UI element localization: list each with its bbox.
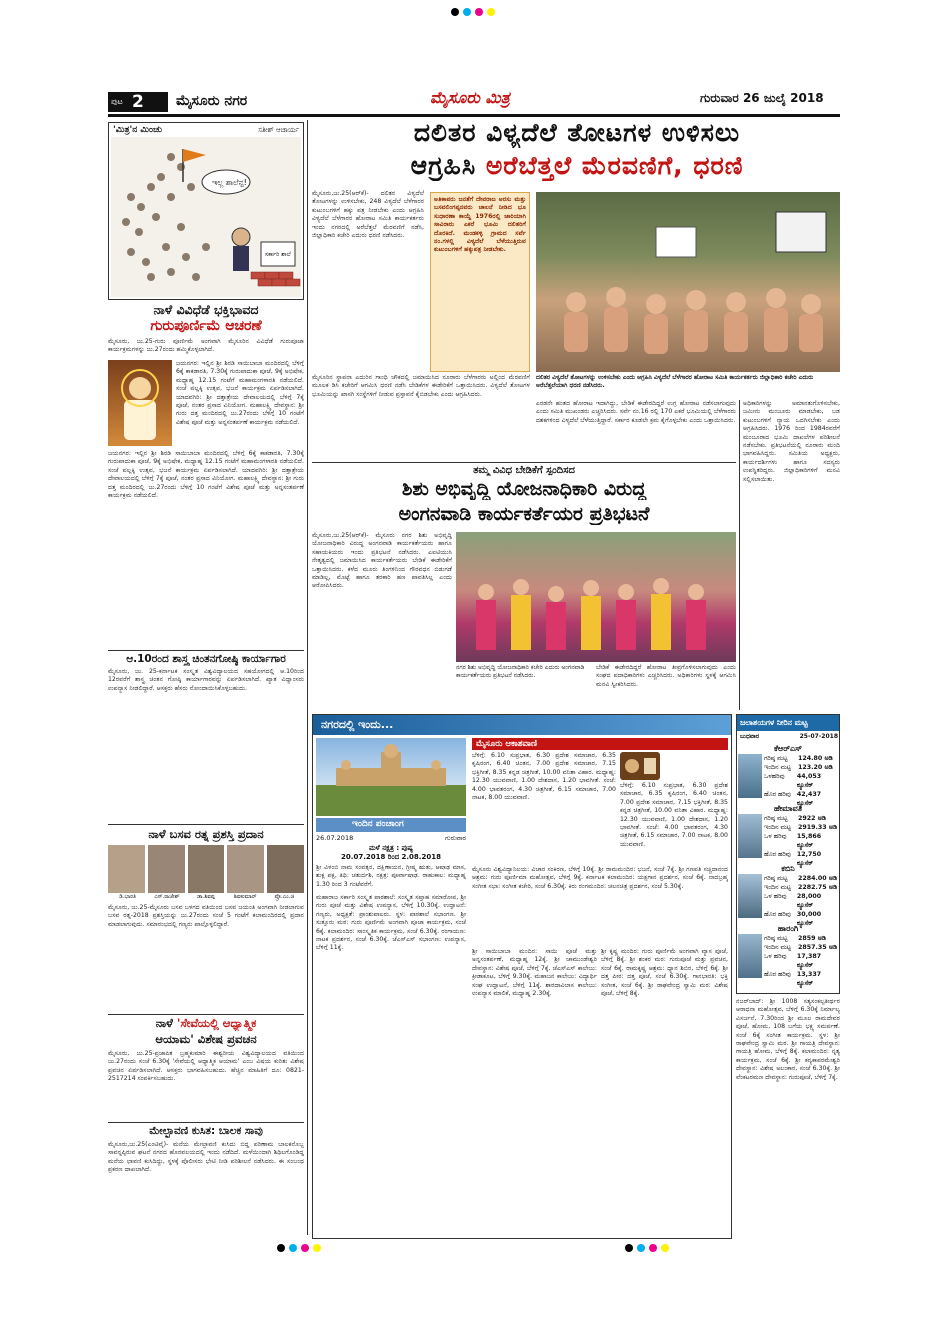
cartoon-drawing <box>111 137 301 297</box>
dam-row-label: ಒಳಹರಿವು <box>764 773 785 780</box>
lead-headline-2b: ಅರೆಬೆತ್ತಲೆ ಮೆರವಣಿಗೆ, ಧರಣಿ <box>485 151 744 180</box>
lead-body-2: ಮೈಸೂರಿನ ಸ್ಥಾಪನಾ ಎದುರಿನ ಗಾಂಧಿ ಚೌಕದಲ್ಲಿ ಜಮಾಯಿಸಿದ ನೂರಾರು ಬೆಳೆಗಾರರು ಅಲ್ಲಿಂದ ಮೆರವಣಿಗೆ ಮೂಲಕ ಡಿಸಿ ಕಚೇರಿಗೆ ಆಗಮಿಸಿ ಧರಣಿ ನಡೆಸಿ ಬೇಡಿಕೆಗಳ ಈಡೇರಿಕೆಗೆ ಒತ್ತಾಯಿಸಿದರು. ವಿಳ್ಯದೆಲೆ ತೋಟಗಳ ಭೂಮಿಯನ್ನು ಖಾಸಗಿ ಸಂಸ್ಥೆಗಳಿಗೆ ನೀಡುವ ಪ್ರಸ್ತಾವನೆ ಕೈಬಿಡಬೇಕು ಎಂದು ಆಗ್ರಹಿಸಿದರು. <box>312 374 530 398</box>
reservoir-date-row <box>740 733 838 741</box>
divider <box>312 462 736 463</box>
anganwadi-headline-1: ಶಿಶು ಅಭಿವೃದ್ಧಿ ಯೋಜನಾಧಿಕಾರಿ ವಿರುದ್ಧ <box>401 478 647 500</box>
dam-row-value: 2919.33 ಅಡಿ <box>798 824 837 831</box>
cartoon-board: ಸರ್ಕಾರಿ ಶಾಲೆ <box>265 251 291 258</box>
dam-row <box>764 772 838 790</box>
anganwadi-photo-caption: ನಗರ ಶಿಶು ಅಭಿವೃದ್ಧಿ ಯೋಜನಾಧಿಕಾರಿ ಕಚೇರಿ ಎದುರು ಅಂಗನವಾಡಿ ಕಾರ್ಯಕರ್ತೆಯರು ಪ್ರತಿಭಟನೆ ನಡೆಸಿದರು. <box>456 664 585 679</box>
anganwadi-headline-2: ಅಂಗನವಾಡಿ ಕಾರ್ಯಕರ್ತೆಯರ ಪ್ರತಿಭಟನೆ <box>398 503 650 525</box>
dam-row-value: 15,866 ಕ್ಯೂಸೆಕ್ <box>796 833 822 849</box>
guru-headline-2: ಗುರುಪೂರ್ಣಿಮೆ ಆಚರಣೆ <box>150 318 262 334</box>
lead-photo-caption: ದಲಿತರ ವಿಳ್ಯದೆಲೆ ತೋಟಗಳನ್ನು ಉಳಿಸಬೇಕು ಎಂದು ಆಗ್ರಹಿಸಿ ವಿಳ್ಯದೆಲೆ ಬೆಳೆಗಾರರ ಹೋರಾಟ ಸಮಿತಿ ಕಾರ್ಯಕರ್ತರು ಜಿಲ್ಲಾಧಿಕಾರಿ ಕಚೇರಿ ಎದುರು ಅರೆಬೆತ್ತಲೆಯಾಗಿ ಧರಣಿ ನಡೆಸಿದರು. <box>536 374 814 389</box>
reservoir-date: 25-07-2018 <box>799 733 838 740</box>
dam-harangi <box>738 924 838 988</box>
dam-photo <box>738 874 762 918</box>
divider <box>108 1122 304 1123</box>
reservoir-title-bar <box>737 715 839 731</box>
seva-body: ಮೈಸೂರು, ಜು.25-ಪ್ರಜಾಪಿತ ಬ್ರಹ್ಮಕುಮಾರಿ ಈಶ್ವರೀಯ ವಿಶ್ವವಿದ್ಯಾಲಯದ ವತಿಯಿಂದ ಜು.27ರಂದು ಸಂಜೆ 6.30ಕ್ಕೆ 'ಸೇವೆಯಲ್ಲಿ ಆಧ್ಯಾತ್ಮಿಕ ಆಯಾಮ' ಎಂಬ ವಿಷಯ ಕುರಿತು ವಿಶೇಷ ಪ್ರವಚನ ಏರ್ಪಡಿಸಲಾಗಿದೆ. ಆಸಕ್ತರು ಭಾಗವಹಿಸಬಹುದು. ಹೆಚ್ಚಿನ ಮಾಹಿತಿಗೆ ದೂ: 0821-2517214 ಸಂಪರ್ಕಿಸಬಹುದು. <box>108 1050 304 1083</box>
dam-row-label: ಹೊರ ಹರಿವು <box>764 851 791 858</box>
dam-row <box>764 874 838 883</box>
award-photo <box>108 845 145 893</box>
dam-row <box>764 814 838 823</box>
dam-hemavathi <box>738 804 838 868</box>
seva-headline-1b: 'ಸೇವೆಯಲ್ಲಿ ಆಧ್ಯಾತ್ಮಿಕ <box>176 1016 257 1030</box>
dam-row-label: ಇಂದಿನ ಮಟ್ಟ <box>764 884 792 891</box>
nakshatra: ಮಳೆ ನಕ್ಷತ್ರ : ಪುಷ್ಯ <box>369 844 413 852</box>
dam-row <box>764 892 838 910</box>
roof-headline: ಮೇಲ್ಛಾವಣಿ ಕುಸಿತ: ಬಾಲಕ ಸಾವು <box>149 1125 263 1137</box>
dam-row-label: ಒಳ ಹರಿವು <box>764 833 787 840</box>
dam-row <box>764 883 838 892</box>
reservoir-tag: ಬುಧವಾರ <box>740 733 759 740</box>
bottom-registration-marks <box>0 1244 945 1252</box>
dam-row-label: ಹೊರ ಹರಿವು <box>764 791 791 798</box>
divider <box>108 824 304 825</box>
lead-dateline: ಮೈಸೂರು,ಜು.25(ಆರ್‌ಕೆ)- ದಲಿತರ ವಿಳ್ಯದೆಲೆ ತೋಟಗಳನ್ನು ಉಳಿಸಬೇಕು, 248 ವಿಳ್ಯದೆಲೆ ಬೆಳೆಗಾರರ ಕುಟುಂಬಗಳಿಗೆ ಹಕ್ಕು ಪತ್ರ ನೀಡಬೇಕು ಎಂದು ಆಗ್ರಹಿಸಿ ವಿಳ್ಯದೆಲೆ ಬೆಳೆಗಾರರ ಹೋರಾಟ ಸಮಿತಿ ಕಾರ್ಯಕರ್ತರು ಇಂದು ನಗರದಲ್ಲಿ ಅರೆಬೆತ್ತಲೆ ಮೆರವಣಿಗೆ ನಡೆಸಿ, ಜಿಲ್ಲಾಧಿಕಾರಿ ಕಚೇರಿ ಎದುರು ಧರಣಿ ನಡೆಸಿದರು. <box>312 190 424 240</box>
award-body: ಮೈಸೂರು, ಜು.25-ಮೈಸೂರು ಬಸವ ಬಳಗದ ವತಿಯಿಂದ ಬಸವ ಜಯಂತಿ ಅಂಗವಾಗಿ ನೀಡಲಾಗುವ ಬಸವ ರತ್ನ-2018 ಪ್ರಶಸ್ತಿಯನ್ನು ಜು.27ರಂದು ಸಂಜೆ 5 ಗಂಟೆಗೆ ಕಲಾಮಂದಿರದಲ್ಲಿ ಪ್ರದಾನ ಮಾಡಲಾಗುವುದು. ಸಮಾರಂಭದಲ್ಲಿ ಗಣ್ಯರು ಪಾಲ್ಗೊಳ್ಳಲಿದ್ದಾರೆ. <box>108 904 304 928</box>
column-divider <box>739 400 740 710</box>
guru-headline-1: ನಾಳೆ ವಿವಿಧೆಡೆ ಭಕ್ತಿಭಾವದ <box>153 302 259 317</box>
dam-row-value: 13,337 ಕ್ಯೂಸೆಕ್ <box>796 971 822 987</box>
today-events-3: ಶ್ರೀ ಸಾಯಿಬಾಬಾ ಮಂದಿರ: ಸಾಯಿ ಪೂಜೆ ಮತ್ತು ಅನ್ನಸಂತರ್ಪಣೆ, ಮಧ್ಯಾಹ್ನ 12ಕ್ಕೆ. ಶ್ರೀ ಚಾಮುಂಡೇಶ್ವರಿ ದೇವಸ್ಥಾನ: ವಿಶೇಷ ಪೂಜೆ, ಬೆಳಿಗ್ಗೆ 7ಕ್ಕೆ. ಜೆಎಸ್‌ಎಸ್ ಕಾಲೇಜು: ಕ್ರೀಡಾಕೂಟ, ಬೆಳಿಗ್ಗೆ 9.30ಕ್ಕೆ. ಮಹಾಜನ ಕಾಲೇಜು: ವಿದ್ಯಾರ್ಥಿ ಸಂಘ ಉದ್ಘಾಟನೆ, ಬೆಳಿಗ್ಗೆ 11ಕ್ಕೆ. ಶಾರದಾವಿಲಾಸ ಕಾಲೇಜು: ಉಪನ್ಯಾಸ ಮಾಲಿಕೆ, ಮಧ್ಯಾಹ್ನ 2.30ಕ್ಕೆ. <box>472 948 597 998</box>
dam-name: ಹಾರಂಗಿ <box>777 924 799 933</box>
akashvani-body: ಬೆಳಿಗ್ಗೆ: 6.10 ಸುಪ್ರಭಾತ, 6.30 ಪ್ರದೇಶ ಸಮಾಚಾರ, 6.35 ಕೃಷಿರಂಗ, 6.40 ಚಿಂತನ, 7.00 ಪ್ರದೇಶ ಸಮಾಚಾರ, 7.15 ಭಕ್ತಿಗೀತೆ, 8.35 ಕನ್ನಡ ಚಿತ್ರಗೀತೆ, 10.00 ವನಿತಾ ವಿಹಾರ. ಮಧ್ಯಾಹ್ನ: 12.30 ಯುವವಾಣಿ, 1.00 ದೇಶದಾಸ, 1.20 ಭಾವಗೀತೆ. ಸಂಜೆ: 4.00 ಭಾವತರಂಗ, 4.30 ಚಿತ್ರಗೀತೆ, 6.15 ಸಮಾಚಾರ, 7.00 ನಾಟಕ, 8.00 ಯುವವಾಣಿ. <box>472 752 616 802</box>
dam-row-label: ಗರಿಷ್ಠ ಮಟ್ಟ <box>764 875 788 882</box>
award-name: ಡಿ.ಭಾರತಿ <box>119 894 136 900</box>
dam-row-label: ಹೊರ ಹರಿವು <box>764 911 791 918</box>
cartoon-artist: ಸತೀಶ್ ಆಚಾರ್ಯ <box>258 126 299 134</box>
cartoon-bubble: ಇಲ್ಲ ಶಾಲೆನ್ಪ! <box>212 178 247 187</box>
dam-row <box>764 754 838 763</box>
dam-row-value: 17,387 ಕ್ಯೂಸೆಕ್ <box>796 953 822 969</box>
today-title: ನಗರದಲ್ಲಿ ಇಂದು... <box>321 718 394 731</box>
panchanga-body: ಶ್ರೀ ವಿಳಂಬಿ ನಾಮ ಸಂವತ್ಸರ, ದಕ್ಷಿಣಾಯನ, ಗ್ರೀಷ್ಮ ಋತು, ಆಷಾಢ ಮಾಸ, ಶುಕ್ಲ ಪಕ್ಷ, ತಿಥಿ: ಚತುರ್ದಶಿ, ನಕ್ಷತ್ರ: ಪೂರ್ವಾಷಾಢ. ರಾಹುಕಾಲ: ಮಧ್ಯಾಹ್ನ 1.30 ರಿಂದ 3 ಗಂಟೆವರೆಗೆ. <box>316 864 466 888</box>
award-name: ಡಾ.ಶಿವಪ್ಪ <box>197 894 215 900</box>
award-name: ಪ್ರೊ.ಎಂ.ಜಿ <box>274 894 295 900</box>
dam-row-value: 2282.75 ಅಡಿ <box>798 884 837 891</box>
lead-headline-2 <box>312 151 842 181</box>
dam-row <box>764 952 838 970</box>
reservoir-title: ಜಲಾಶಯಗಳ ನೀರಿನ ಮಟ್ಟ <box>740 718 808 727</box>
roof-body: ಮೈಸೂರು,ಜು.25(ಎಂಟಿವೈ)- ಮನೆಯ ಮೇಲ್ಛಾವಣಿ ಕುಸಿದು ಬಿದ್ದ ಪರಿಣಾಮ ಬಾಲಕನೊಬ್ಬ ಸಾವನ್ನಪ್ಪಿರುವ ಘಟನೆ ನಗರದ ಹೊರವಲಯದಲ್ಲಿ ಇಂದು ನಡೆದಿದೆ. ಮಳೆಯಿಂದಾಗಿ ಶಿಥಿಲಗೊಂಡಿದ್ದ ಮನೆಯ ಛಾವಣಿ ಕುಸಿದಿದ್ದು, ಸ್ಥಳಕ್ಕೆ ಪೊಲೀಸರು ಭೇಟಿ ನೀಡಿ ಪರಿಶೀಲನೆ ನಡೆಸಿದರು. ಈ ಸಂಬಂಧ ಪ್ರಕರಣ ದಾಖಲಾಗಿದೆ. <box>108 1141 304 1174</box>
guru-intro: ಮೈಸೂರು, ಜು.25-ಗುರು ಪೂರ್ಣಿಮೆ ಅಂಗವಾಗಿ ಮೈಸೂರಿನ ವಿವಿಧೆಡೆ ಗುರುಪೂಜಾ ಕಾರ್ಯಕ್ರಮಗಳನ್ನು ಜು.27ರಂದು ಹಮ್ಮಿಕೊಳ್ಳಲಾಗಿದೆ. <box>108 338 304 354</box>
lead-highlight: ಅತಿಕಾಪರು ಜನತೆಗೆ ದೇವರಾಜ ಅರಸು ಮತ್ತು ಬಸವಲಿಂಗಪ್ಪನವರು ಚಾಲನೆ ನೀಡಿದ ಭೂ ಸುಧಾರಣಾ ಕಾಯ್ದೆ 1976ರಲ್ಲಿ ಜಾರಿಯಾಗಿ ಸಾವಿರಾರು ಎಕರೆ ಭೂಮಿ ದಲಿತರಿಗೆ ದೊರಕಿದೆ. ಮಂಡಕಳ್ಳಿ ಗ್ರಾಮದ ಸರ್ವೆ ನಂ.ಗಳಲ್ಲಿ ವಿಳ್ಯದೆಲೆ ಬೆಳೆಯುತ್ತಿರುವ ಕುಟುಂಬಗಳಿಗೆ ಹಕ್ಕುಪತ್ರ ನೀಡಬೇಕು. <box>434 196 526 254</box>
right-col-body: ಅಧಿಕಾರಿಗಳನ್ನು ಅಮಾನತುಗೊಳಿಸಬೇಕು, ಜಮೀನು ಮಂಜೂರು ಮಾಡಬೇಕು, ಬಡ ಕುಟುಂಬಗಳಿಗೆ ನ್ಯಾಯ ಒದಗಿಸಬೇಕು ಎಂದು ಆಗ್ರಹಿಸಿದರು. 1976 ರಿಂದ 1984ರವರೆಗೆ ಮಂಜೂರಾದ ಭೂಮಿ ದಾಖಲೆಗಳ ಪರಿಶೀಲನೆ ನಡೆಸಬೇಕು. ಪ್ರತಿಭಟನೆಯಲ್ಲಿ ನೂರಾರು ಮಂದಿ ಭಾಗವಹಿಸಿದ್ದರು. ಸಮಿತಿಯ ಅಧ್ಯಕ್ಷರು, ಕಾರ್ಯದರ್ಶಿಗಳು ಹಾಗೂ ಸದಸ್ಯರು ಉಪಸ್ಥಿತರಿದ್ದರು. ಜಿಲ್ಲಾಧಿಕಾರಿಗಳಿಗೆ ಮನವಿ ಸಲ್ಲಿಸಲಾಯಿತು. <box>743 400 840 483</box>
lead-photo <box>536 192 840 372</box>
page-label: ಪುಟ <box>111 97 123 106</box>
dam-row-label: ಒಳ ಹರಿವು <box>764 953 787 960</box>
award-photo <box>148 845 185 893</box>
page-number-box <box>108 92 168 112</box>
dam-row-value: 2857.35 ಅಡಿ <box>798 944 837 951</box>
dam-row <box>764 934 838 943</box>
today-events-2: ಮೈಸೂರು ವಿಶ್ವವಿದ್ಯಾನಿಲಯ: ವಿಚಾರ ಸಂಕಿರಣ, ಬೆಳಿಗ್ಗೆ 10ಕ್ಕೆ. ಶ್ರೀ ರಾಮಮಂದಿರ: ಭಜನೆ, ಸಂಜೆ 7ಕ್ಕೆ. ಶ್ರೀ ಗಣಪತಿ ಸಚ್ಚಿದಾನಂದ ಆಶ್ರಮ: ಗುರು ಪೂರ್ಣಿಮಾ ಮಹೋತ್ಸವ, ಬೆಳಿಗ್ಗೆ 9ಕ್ಕೆ. ಕರ್ನಾಟಕ ಕಲಾಮಂದಿರ: ಯಕ್ಷಗಾನ ಪ್ರದರ್ಶನ, ಸಂಜೆ 6ಕ್ಕೆ. ನಾದಬ್ರಹ್ಮ ಸಂಗೀತ ಸಭಾ: ಸಂಗೀತ ಕಚೇರಿ, ಸಂಜೆ 6.30ಕ್ಕೆ. ಕಿರು ರಂಗಮಂದಿರ: ಚಲನಚಿತ್ರ ಪ್ರದರ್ಶನ, ಸಂಜೆ 5.30ಕ್ಕೆ. <box>472 866 728 890</box>
dam-row-value: 123.20 ಅಡಿ <box>798 764 833 771</box>
award-names <box>108 894 304 901</box>
dam-row <box>764 823 838 832</box>
divider <box>108 1014 304 1015</box>
guru-body-right: ಜಯನಗರ: ಇಲ್ಲಿನ ಶ್ರೀ ಶಿರಡಿ ಸಾಯಿಬಾಬಾ ಮಂದಿರದಲ್ಲಿ ಬೆಳಿಗ್ಗೆ 6ಕ್ಕೆ ಕಾಕಡಾರತಿ, 7.30ಕ್ಕೆ ಗುರುಪಾದುಕಾ ಪೂಜೆ, 9ಕ್ಕೆ ಅಭಿಷೇಕ, ಮಧ್ಯಾಹ್ನ 12.15 ಗಂಟೆಗೆ ಮಹಾಮಂಗಳಾರತಿ ನಡೆಯಲಿದೆ. ಸಂಜೆ ಪಲ್ಲಕ್ಕಿ ಉತ್ಸವ, ಭಜನೆ ಕಾರ್ಯಕ್ರಮ ಏರ್ಪಡಿಸಲಾಗಿದೆ. ಯಾದವಗಿರಿ: ಶ್ರೀ ದತ್ತಾತ್ರೇಯ ದೇವಾಲಯದಲ್ಲಿ ಬೆಳಿಗ್ಗೆ 7ಕ್ಕೆ ಪೂಜೆ, ನಂತರ ಪ್ರಸಾದ ವಿನಿಯೋಗ. ಮಹಾಲಕ್ಷ್ಮಿ ದೇವಸ್ಥಾನ: ಶ್ರೀ ಗುರು ದತ್ತ ಮಂದಿರದಲ್ಲಿ ಜು.27ರಂದು ಬೆಳಿಗ್ಗೆ 10 ಗಂಟೆಗೆ ವಿಶೇಷ ಪೂಜೆ ಮತ್ತು ಅನ್ನಸಂತರ್ಪಣೆ ಕಾರ್ಯಕ್ರಮ ನಡೆಯಲಿದೆ. <box>176 360 304 426</box>
radio-icon <box>620 752 660 780</box>
panchanga-title: ಇಂದಿನ ಪಂಚಾಂಗ <box>352 819 404 829</box>
page-number: 2 <box>132 92 144 112</box>
header-date: ಗುರುವಾರ 26 ಜುಲೈ 2018 <box>700 91 824 105</box>
dam-row-value: 2284.00 ಅಡಿ <box>798 875 837 882</box>
lead-body-3: ಎರಡನೇ ಹಂತದ ಹೋರಾಟ ಇದಾಗಿದ್ದು, ಬೇಡಿಕೆ ಈಡೇರದಿದ್ದರೆ ಉಗ್ರ ಹೋರಾಟ ನಡೆಸಲಾಗುವುದು ಎಂದು ಸಮಿತಿ ಮುಖಂಡರು ಎಚ್ಚರಿಸಿದರು. ಸರ್ವೆ ನಂ.16 ರಲ್ಲಿ 170 ಎಕರೆ ಭೂಮಿಯಲ್ಲಿ ಬೆಳೆಗಾರರು ದಶಕಗಳಿಂದ ವಿಳ್ಯದೆಲೆ ಬೆಳೆಯುತ್ತಿದ್ದಾರೆ. ಸರ್ಕಾರ ಕೂಡಲೇ ಕ್ರಮ ಕೈಗೊಳ್ಳಬೇಕು ಎಂದು ಒತ್ತಾಯಿಸಿದರು. <box>536 400 736 424</box>
dam-row-label: ಇಂದಿನ ಮಟ್ಟ <box>764 764 792 771</box>
top-registration-marks <box>0 8 945 16</box>
dam-row-label: ಇಂದಿನ ಮಟ್ಟ <box>764 824 792 831</box>
lead-headline-2a: ಆಗ್ರಹಿಸಿ <box>410 151 477 180</box>
today-events-4: ಶ್ರೀ ಕೃಷ್ಣ ಮಂದಿರ: ಗುರು ಪೂರ್ಣಿಮೆ ಅಂಗವಾಗಿ ವ್ಯಾಸ ಪೂಜೆ, ಬೆಳಿಗ್ಗೆ 8ಕ್ಕೆ. ಶ್ರೀ ಶಂಕರ ಮಠ: ಗುರುಪೂಜೆ ಮತ್ತು ಪ್ರವಚನ, ಸಂಜೆ 6ಕ್ಕೆ. ರಾಮಕೃಷ್ಣ ಆಶ್ರಮ: ಧ್ಯಾನ ಶಿಬಿರ, ಬೆಳಿಗ್ಗೆ 6ಕ್ಕೆ. ಶ್ರೀ ದತ್ತ ಪೀಠ: ದತ್ತ ಪೂಜೆ, ಸಂಜೆ 6.30ಕ್ಕೆ. ಗಾನಭಾರತಿ: ಭಕ್ತಿ ಸಂಗೀತ, ಸಂಜೆ 6ಕ್ಕೆ. ಶ್ರೀ ರಾಘವೇಂದ್ರ ಸ್ವಾಮಿ ಮಠ: ವಿಶೇಷ ಪೂಜೆ, ಬೆಳಿಗ್ಗೆ 8ಕ್ಕೆ. <box>601 948 728 998</box>
lit-body: ಮೈಸೂರು, ಜು. 25-ಕರ್ನಾಟಕ ಸಂಸ್ಕೃತ ವಿಶ್ವವಿದ್ಯಾಲಯದ ಸಹಯೋಗದಲ್ಲಿ ಆ.10ರಿಂದ 12ರವರೆಗೆ ಶಾಸ್ತ್ರ ಚಿಂತನ ಗೋಷ್ಠಿ ಕಾರ್ಯಾಗಾರವನ್ನು ಏರ್ಪಡಿಸಲಾಗಿದೆ. ಖ್ಯಾತ ವಿದ್ವಾಂಸರು ಉಪನ್ಯಾಸ ನೀಡಲಿದ್ದಾರೆ. ಆಸಕ್ತರು ಹೆಸರು ನೋಂದಾಯಿಸಿಕೊಳ್ಳಬಹುದು. <box>108 668 304 692</box>
reservoir-notes: ನಜರ್‌ಬಾದ್: ಶ್ರೀ 1008 ಸತ್ಯಸಂಕಲ್ಪತೀರ್ಥರ ಆರಾಧನಾ ಮಹೋತ್ಸವ, ಬೆಳಿಗ್ಗೆ 6.30ಕ್ಕೆ ನಿರ್ಮಾಲ್ಯ ವಿಸರ್ಜನೆ, 7.30ರಿಂದ ಶ್ರೀ ಮೂಲ ರಾಮದೇವರ ಪೂಜೆ, ಹೋಮ, 108 ಬಗೆಯ ಭಕ್ಷ್ಯ ಸಮರ್ಪಣೆ. ಸಂಜೆ 6ಕ್ಕೆ ಸಂಗೀತ ಕಾರ್ಯಕ್ರಮ. ಸ್ಥಳ: ಶ್ರೀ ರಾಘವೇಂದ್ರ ಸ್ವಾಮಿ ಮಠ. ಶ್ರೀ ಗಾಯತ್ರಿ ದೇವಸ್ಥಾನ: ಗಾಯತ್ರಿ ಹೋಮ, ಬೆಳಿಗ್ಗೆ 8ಕ್ಕೆ. ಕಲಾಮಂದಿರ: ನೃತ್ಯ ಕಾರ್ಯಕ್ರಮ, ಸಂಜೆ 6ಕ್ಕೆ. ಶ್ರೀ ಕನ್ಯಕಾಪರಮೇಶ್ವರಿ ದೇವಸ್ಥಾನ: ವಿಶೇಷ ಅಲಂಕಾರ, ಸಂಜೆ 6.30ಕ್ಕೆ. ಶ್ರೀ ವೆಂಕಟರಮಣ ದೇವಸ್ಥಾನ: ಗುರುಪೂಜೆ, ಬೆಳಿಗ್ಗೆ 7ಕ್ಕೆ. <box>736 998 840 1081</box>
award-name: ಶಿವಕುಮಾರ್ <box>233 894 257 900</box>
award-photo <box>267 845 304 893</box>
award-headline: ನಾಳೆ ಬಸವ ರತ್ನ ಪ್ರಶಸ್ತಿ ಪ್ರದಾನ <box>148 827 264 841</box>
masthead: ಮೈಸೂರು ಮಿತ್ರ <box>430 88 510 107</box>
dam-row-value: 30,000 ಕ್ಯೂಸೆಕ್ <box>796 911 822 927</box>
lead-highlight-box <box>430 192 530 372</box>
section-title: ಮೈಸೂರು ನಗರ <box>176 93 248 109</box>
dam-row-value: 2922 ಅಡಿ <box>798 815 826 822</box>
award-photo <box>188 845 225 893</box>
dam-row-label: ಇಂದಿನ ಮಟ್ಟ <box>764 944 792 951</box>
dam-row-value: 2859 ಅಡಿ <box>798 935 826 942</box>
award-photo <box>227 845 264 893</box>
divider <box>108 650 304 651</box>
palace-photo <box>316 738 466 816</box>
dam-row <box>764 832 838 850</box>
akashvani-title-bar <box>472 738 728 750</box>
dam-row-value: 42,437 ಕ್ಯೂಸೆಕ್ <box>796 791 822 807</box>
header-rule <box>108 114 840 117</box>
lead-headline-1: ದಲಿತರ ವಿಳ್ಯದೆಲೆ ತೋಟಗಳ ಉಳಿಸಲು <box>413 118 741 147</box>
nakshatra-dates: 20.07.2018 ರಿಂದ 2.08.2018 <box>341 853 441 861</box>
dam-row-label: ಒಳ ಹರಿವು <box>764 893 787 900</box>
anganwadi-body: ಮೈಸೂರು,ಜು.25(ಆರ್‌ಕೆ)- ಮೈಸೂರು ನಗರ ಶಿಶು ಅಭಿವೃದ್ಧಿ ಯೋಜನಾಧಿಕಾರಿ ವಿರುದ್ಧ ಅಂಗನವಾಡಿ ಕಾರ್ಯಕರ್ತೆಯರು ಹಾಗೂ ಸಹಾಯಕಿಯರು ಇಂದು ಪ್ರತಿಭಟನೆ ನಡೆಸಿದರು. ಎಐಟಿಯುಸಿ ನೇತೃತ್ವದಲ್ಲಿ ಜಮಾಯಿಸಿದ ಕಾರ್ಯಕರ್ತೆಯರು ಬೇಡಿಕೆ ಈಡೇರಿಕೆಗೆ ಒತ್ತಾಯಿಸಿದರು. ಕಳೆದ ಮೂರು ತಿಂಗಳಿನಿಂದ ಗೌರವಧನ ಬಿಡುಗಡೆ ಮಾಡಿಲ್ಲ, ಮೊಟ್ಟೆ ಹಾಗೂ ತರಕಾರಿ ಹಣ ಪಾವತಿಸಿಲ್ಲ ಎಂದು ಆರೋಪಿಸಿದರು. <box>312 532 452 590</box>
panchanga-date-row <box>316 834 466 843</box>
seva-headline-1 <box>108 1016 304 1031</box>
cartoon-title: 'ಮಿತ್ರ'ನ ಮಿಂಚು <box>113 125 163 135</box>
anganwadi-kicker: ತಮ್ಮ ವಿವಿಧ ಬೇಡಿಕೆಗೆ ಸ್ಪಂದಿಸದ <box>473 465 575 476</box>
cartoon-box <box>108 122 304 300</box>
guru-body: ಜಯನಗರ: ಇಲ್ಲಿನ ಶ್ರೀ ಶಿರಡಿ ಸಾಯಿಬಾಬಾ ಮಂದಿರದಲ್ಲಿ ಬೆಳಿಗ್ಗೆ 6ಕ್ಕೆ ಕಾಕಡಾರತಿ, 7.30ಕ್ಕೆ ಗುರುಪಾದುಕಾ ಪೂಜೆ, 9ಕ್ಕೆ ಅಭಿಷೇಕ, ಮಧ್ಯಾಹ್ನ 12.15 ಗಂಟೆಗೆ ಮಹಾಮಂಗಳಾರತಿ ನಡೆಯಲಿದೆ. ಸಂಜೆ ಪಲ್ಲಕ್ಕಿ ಉತ್ಸವ, ಭಜನೆ ಕಾರ್ಯಕ್ರಮ ಏರ್ಪಡಿಸಲಾಗಿದೆ. ಯಾದವಗಿರಿ: ಶ್ರೀ ದತ್ತಾತ್ರೇಯ ದೇವಾಲಯದಲ್ಲಿ ಬೆಳಿಗ್ಗೆ 7ಕ್ಕೆ ಪೂಜೆ, ನಂತರ ಪ್ರಸಾದ ವಿನಿಯೋಗ. ಮಹಾಲಕ್ಷ್ಮಿ ದೇವಸ್ಥಾನ: ಶ್ರೀ ಗುರು ದತ್ತ ಮಂದಿರದಲ್ಲಿ ಜು.27ರಂದು ಬೆಳಿಗ್ಗೆ 10 ಗಂಟೆಗೆ ವಿಶೇಷ ಪೂಜೆ ಮತ್ತು ಅನ್ನಸಂತರ್ಪಣೆ ಕಾರ್ಯಕ್ರಮ ನಡೆಯಲಿದೆ. <box>108 450 304 500</box>
dam-row-value: 12,750 ಕ್ಯೂಸೆಕ್ <box>796 851 822 867</box>
seva-headline-1a: ನಾಳೆ <box>155 1016 173 1030</box>
anganwadi-photo <box>456 532 736 662</box>
panchanga-title-bar <box>316 818 466 832</box>
panchanga-date: 26.07.2018 <box>316 834 354 842</box>
dam-row-label: ಹೊರ ಹರಿವು <box>764 971 791 978</box>
dam-row-value: 124.80 ಅಡಿ <box>798 755 833 762</box>
dam-row-label: ಗರಿಷ್ಠ ಮಟ್ಟ <box>764 815 788 822</box>
column-divider <box>307 120 308 1235</box>
dam-row-label: ಗರಿಷ್ಠ ಮಟ್ಟ <box>764 755 788 762</box>
dam-row <box>764 970 838 988</box>
dam-kabini <box>738 864 838 928</box>
dam-row-label: ಗರಿಷ್ಠ ಮಟ್ಟ <box>764 935 788 942</box>
dam-photo <box>738 754 762 798</box>
seva-headline-2: ಆಯಾಮ' ವಿಶೇಷ ಪ್ರವಚನ <box>155 1032 257 1046</box>
dam-row <box>764 943 838 952</box>
dam-name: ಕಬಿನಿ <box>781 864 795 873</box>
award-photos <box>108 845 304 893</box>
dam-name: ಹೇಮಾವತಿ <box>774 804 802 813</box>
lit-headline: ಆ.10ರಂದ ಶಾಸ್ತ್ರ ಚಿಂತನಗೋಷ್ಠಿ ಕಾರ್ಯಾಗಾರ <box>126 653 286 665</box>
dam-photo <box>738 934 762 978</box>
dam-row-value: 28,000 ಕ್ಯೂಸೆಕ್ <box>796 893 822 909</box>
anganwadi-body-2: ಬೇಡಿಕೆ ಈಡೇರದಿದ್ದರೆ ಹೋರಾಟ ತೀವ್ರಗೊಳಿಸಲಾಗುವುದು ಎಂದು ಸಂಘದ ಪದಾಧಿಕಾರಿಗಳು ಎಚ್ಚರಿಸಿದರು. ಅಧಿಕಾರಿಗಳು ಸ್ಥಳಕ್ಕೆ ಆಗಮಿಸಿ ಮನವಿ ಸ್ವೀಕರಿಸಿದರು. <box>596 664 736 688</box>
dam-row-value: 44,053 ಕ್ಯೂಸೆಕ್ <box>796 773 822 789</box>
dam-photo <box>738 814 762 858</box>
award-name: ಎಸ್.ರಾಜೇಶ್ <box>154 894 180 900</box>
dam-krs <box>738 744 838 808</box>
guru-photo <box>108 360 172 446</box>
dam-row <box>764 763 838 772</box>
akashvani-body-2: ಬೆಳಿಗ್ಗೆ: 6.10 ಸುಪ್ರಭಾತ, 6.30 ಪ್ರದೇಶ ಸಮಾಚಾರ, 6.35 ಕೃಷಿರಂಗ, 6.40 ಚಿಂತನ, 7.00 ಪ್ರದೇಶ ಸಮಾಚಾರ, 7.15 ಭಕ್ತಿಗೀತೆ, 8.35 ಕನ್ನಡ ಚಿತ್ರಗೀತೆ, 10.00 ವನಿತಾ ವಿಹಾರ. ಮಧ್ಯಾಹ್ನ: 12.30 ಯುವವಾಣಿ, 1.00 ದೇಶದಾಸ, 1.20 ಭಾವಗೀತೆ. ಸಂಜೆ: 4.00 ಭಾವತರಂಗ, 4.30 ಚಿತ್ರಗೀತೆ, 6.15 ಸಮಾಚಾರ, 7.00 ನಾಟಕ, 8.00 ಯುವವಾಣಿ. <box>620 782 728 848</box>
today-events-1: ಮಹಾರಾಜ ಸರ್ಕಾರಿ ಸಂಸ್ಕೃತ ಪಾಠಶಾಲೆ: ಸಂಸ್ಕೃತ ಸಪ್ತಾಹ ಸಮಾರೋಪ, ಶ್ರೀ ಗುರು ಪೂಜೆ ಮತ್ತು ವಿಶೇಷ ಉಪನ್ಯಾಸ, ಬೆಳಿಗ್ಗೆ 10.30ಕ್ಕೆ. ಉದ್ಘಾಟನೆ: ಗಣ್ಯರು, ಅಧ್ಯಕ್ಷತೆ: ಪ್ರಾಂಶುಪಾಲರು. ಸ್ಥಳ: ಪಾಠಶಾಲೆ ಸಭಾಂಗಣ. ಶ್ರೀ ಸುತ್ತೂರು ಮಠ: ಗುರು ಪೂರ್ಣಿಮೆ ಅಂಗವಾಗಿ ಪೂಜಾ ಕಾರ್ಯಕ್ರಮ, ಸಂಜೆ 6ಕ್ಕೆ. ಕಲಾಮಂದಿರ: ಸಾಂಸ್ಕೃತಿಕ ಕಾರ್ಯಕ್ರಮ, ಸಂಜೆ 6.30ಕ್ಕೆ. ರಂಗಾಯಣ: ನಾಟಕ ಪ್ರದರ್ಶನ, ಸಂಜೆ 6.30ಕ್ಕೆ. ಜೆಎಸ್‌ಎಸ್ ಸಭಾಂಗಣ: ಉಪನ್ಯಾಸ, ಬೆಳಿಗ್ಗೆ 11ಕ್ಕೆ. <box>316 894 466 952</box>
today-title-bar <box>313 715 731 735</box>
akashvani-title: ಮೈಸೂರು ಆಕಾಶವಾಣಿ <box>476 739 537 749</box>
panchanga-day: ಗುರುವಾರ <box>445 834 466 842</box>
dam-name: ಕೆಆರ್‌ಎಸ್ <box>774 744 802 753</box>
